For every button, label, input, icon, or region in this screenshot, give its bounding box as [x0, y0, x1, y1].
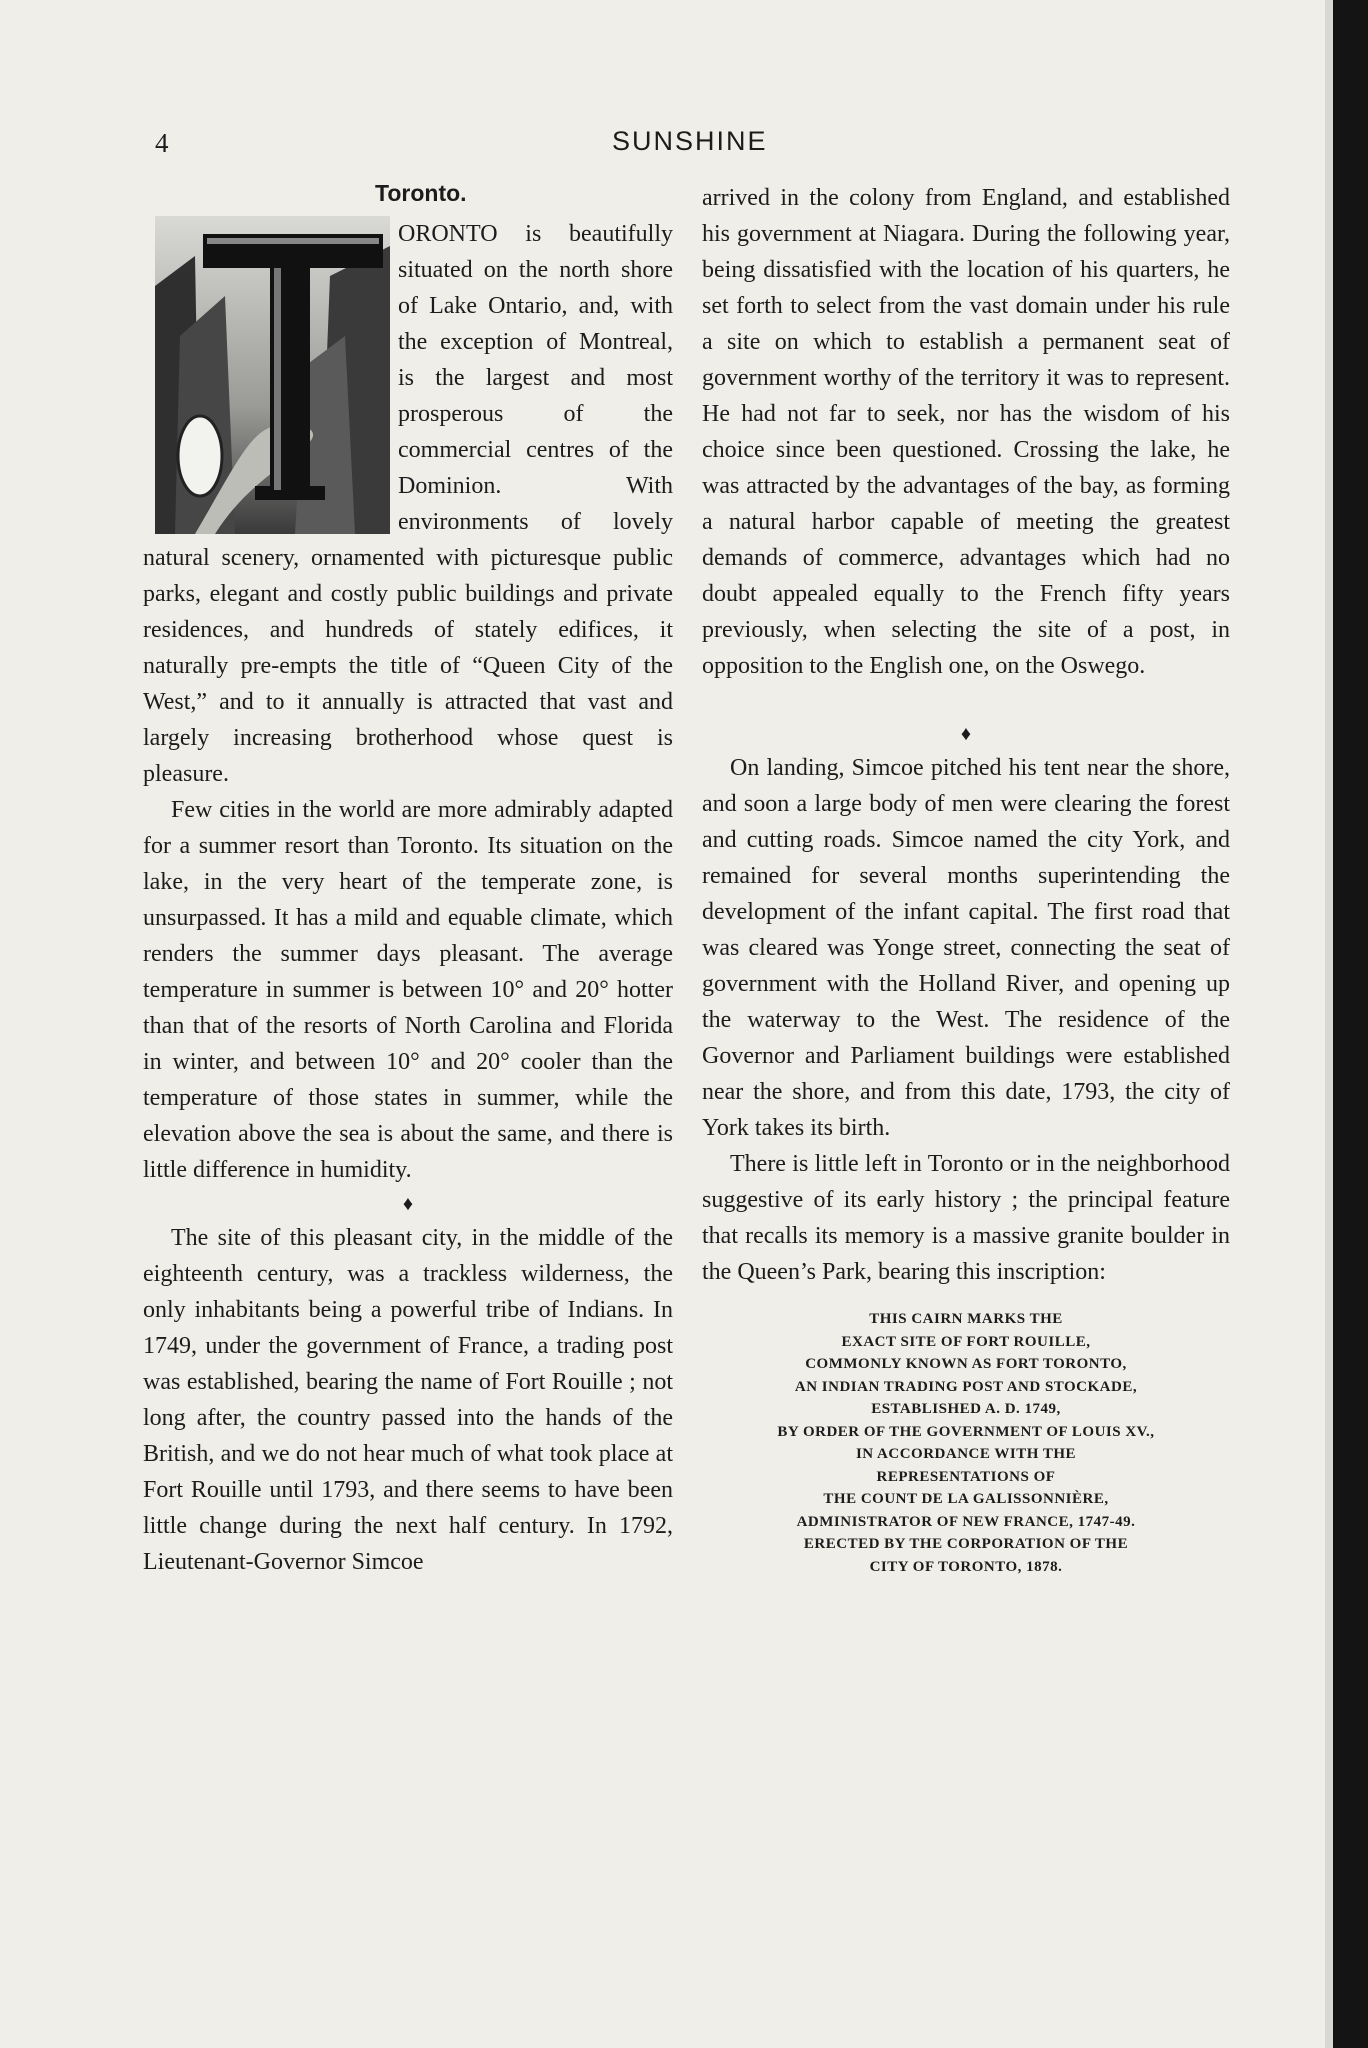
ornament-separator: ♦ [402, 1193, 414, 1215]
left-paragraph-2: Few cities in the world are more admirably adapted for a summer resort than Toronto. Its situation on the lake, in the very heart of the temperate zone, is unsurpassed. It has a mild and equable climate, which renders the summer days pleasant. The average temperature in summer is between 10° and 20° hotter than that of the resorts of North Carolina and Florida in winter, and between 10° and 20° cooler than the temperature of those states in summer, while the elevation above the sea is about the same, and there is little difference in humidity. [143, 797, 673, 1183]
right-paragraph-3: There is little left in Toronto or in the neighborhood suggestive of its early history ; the principal feature that recalls its memory is a massive granite boulder in the Queen’s Park, bearing this inscription: [702, 1151, 1230, 1285]
inscription-line: ADMINISTRATOR OF NEW FRANCE, 1747-49. [796, 1513, 1136, 1530]
inscription-line: EXACT SITE OF FORT ROUILLE, [841, 1333, 1091, 1350]
page-edge-shadow [1325, 0, 1333, 2048]
inscription-line: THIS CAIRN MARKS THE [869, 1311, 1063, 1327]
scan-border [1333, 0, 1368, 2048]
inscription-line: BY ORDER OF THE GOVERNMENT OF LOUIS XV., [777, 1423, 1155, 1440]
left-column [143, 216, 673, 1580]
inscription-line: CITY OF TORONTO, 1878. [869, 1558, 1063, 1575]
right-paragraph-2: On landing, Simcoe pitched his tent near the shore, and soon a large body of men were clearing the forest and cutting roads. Simcoe named the city York, and remained for several months superintending the development of the infant capital. The first road that was cleared was Yonge street, connecting the seat of government with the Holland River, and opening up the waterway to the West. The residence of the Governor and Parliament buildings were established near the shore, and from this date, 1793, the city of York takes its birth. [702, 755, 1230, 1141]
left-paragraph-1: ORONTO is beautifully situated on the north shore of Lake Ontario, and, with the exception of Montreal, is the largest and most prosperous of the commercial centres of the Dominion. With environments of lovely natural scenery, ornamented with picturesque public parks, elegant and costly public buildings and private residences, and hundreds of stately edifices, it naturally pre-empts the title of “Queen City of the West,” and to it annually is attracted that vast and largely increasing brotherhood whose quest is pleasure. [143, 221, 673, 787]
inscription-line: AN INDIAN TRADING POST AND STOCKADE, [794, 1378, 1138, 1395]
ornament-separator: ♦ [960, 723, 972, 745]
carriage-shape [178, 416, 222, 496]
section-title: Toronto. [375, 180, 467, 206]
right-paragraph-1: arrived in the colony from England, and established his government at Niagara. During the following year, being dissatisfied with the location of his quarters, he set forth to select from the vast domain under his rule a site on which to establish a permanent seat of government worthy of the territory it was to represent. He had not far to seek, nor has the wisdom of his choice since been questioned. Crossing the lake, he was attracted by the advantages of the bay, as forming a natural harbor capable of meeting the greatest demands of commerce, advantages which had no doubt appealed equally to the French fifty years previously, when selecting the site of a post, in opposition to the English one, on the Oswego. [702, 185, 1230, 679]
running-title: SUNSHINE [612, 126, 768, 156]
inscription-line: COMMONLY KNOWN AS FORT TORONTO, [805, 1356, 1127, 1372]
cairn-inscription [702, 1308, 1230, 1578]
inscription-line: THE COUNT DE LA GALISSONNIÈRE, [823, 1491, 1109, 1507]
dropcap-illustration [155, 216, 390, 534]
inscription-line: ESTABLISHED A. D. 1749, [871, 1401, 1061, 1417]
page-number: 4 [155, 128, 169, 158]
right-column [702, 180, 1230, 1578]
left-paragraph-3: The site of this pleasant city, in the middle of the eighteenth century, was a trackless wilderness, the only inhabitants being a powerful tribe of Indians. In 1749, under the government of France, a trading post was established, bearing the name of Fort Rouille ; not long after, the country passed into the hands of the British, and we do not hear much of what took place at Fort Rouille until 1793, and there seems to have been little change during the next half century. In 1792, Lieutenant-Governor Simcoe [143, 1225, 673, 1575]
inscription-line: ERECTED BY THE CORPORATION OF THE [803, 1536, 1129, 1552]
inscription-line: IN ACCORDANCE WITH THE [855, 1446, 1077, 1462]
inscription-line: REPRESENTATIONS OF [876, 1468, 1056, 1485]
illustrated-dropcap [155, 216, 390, 534]
